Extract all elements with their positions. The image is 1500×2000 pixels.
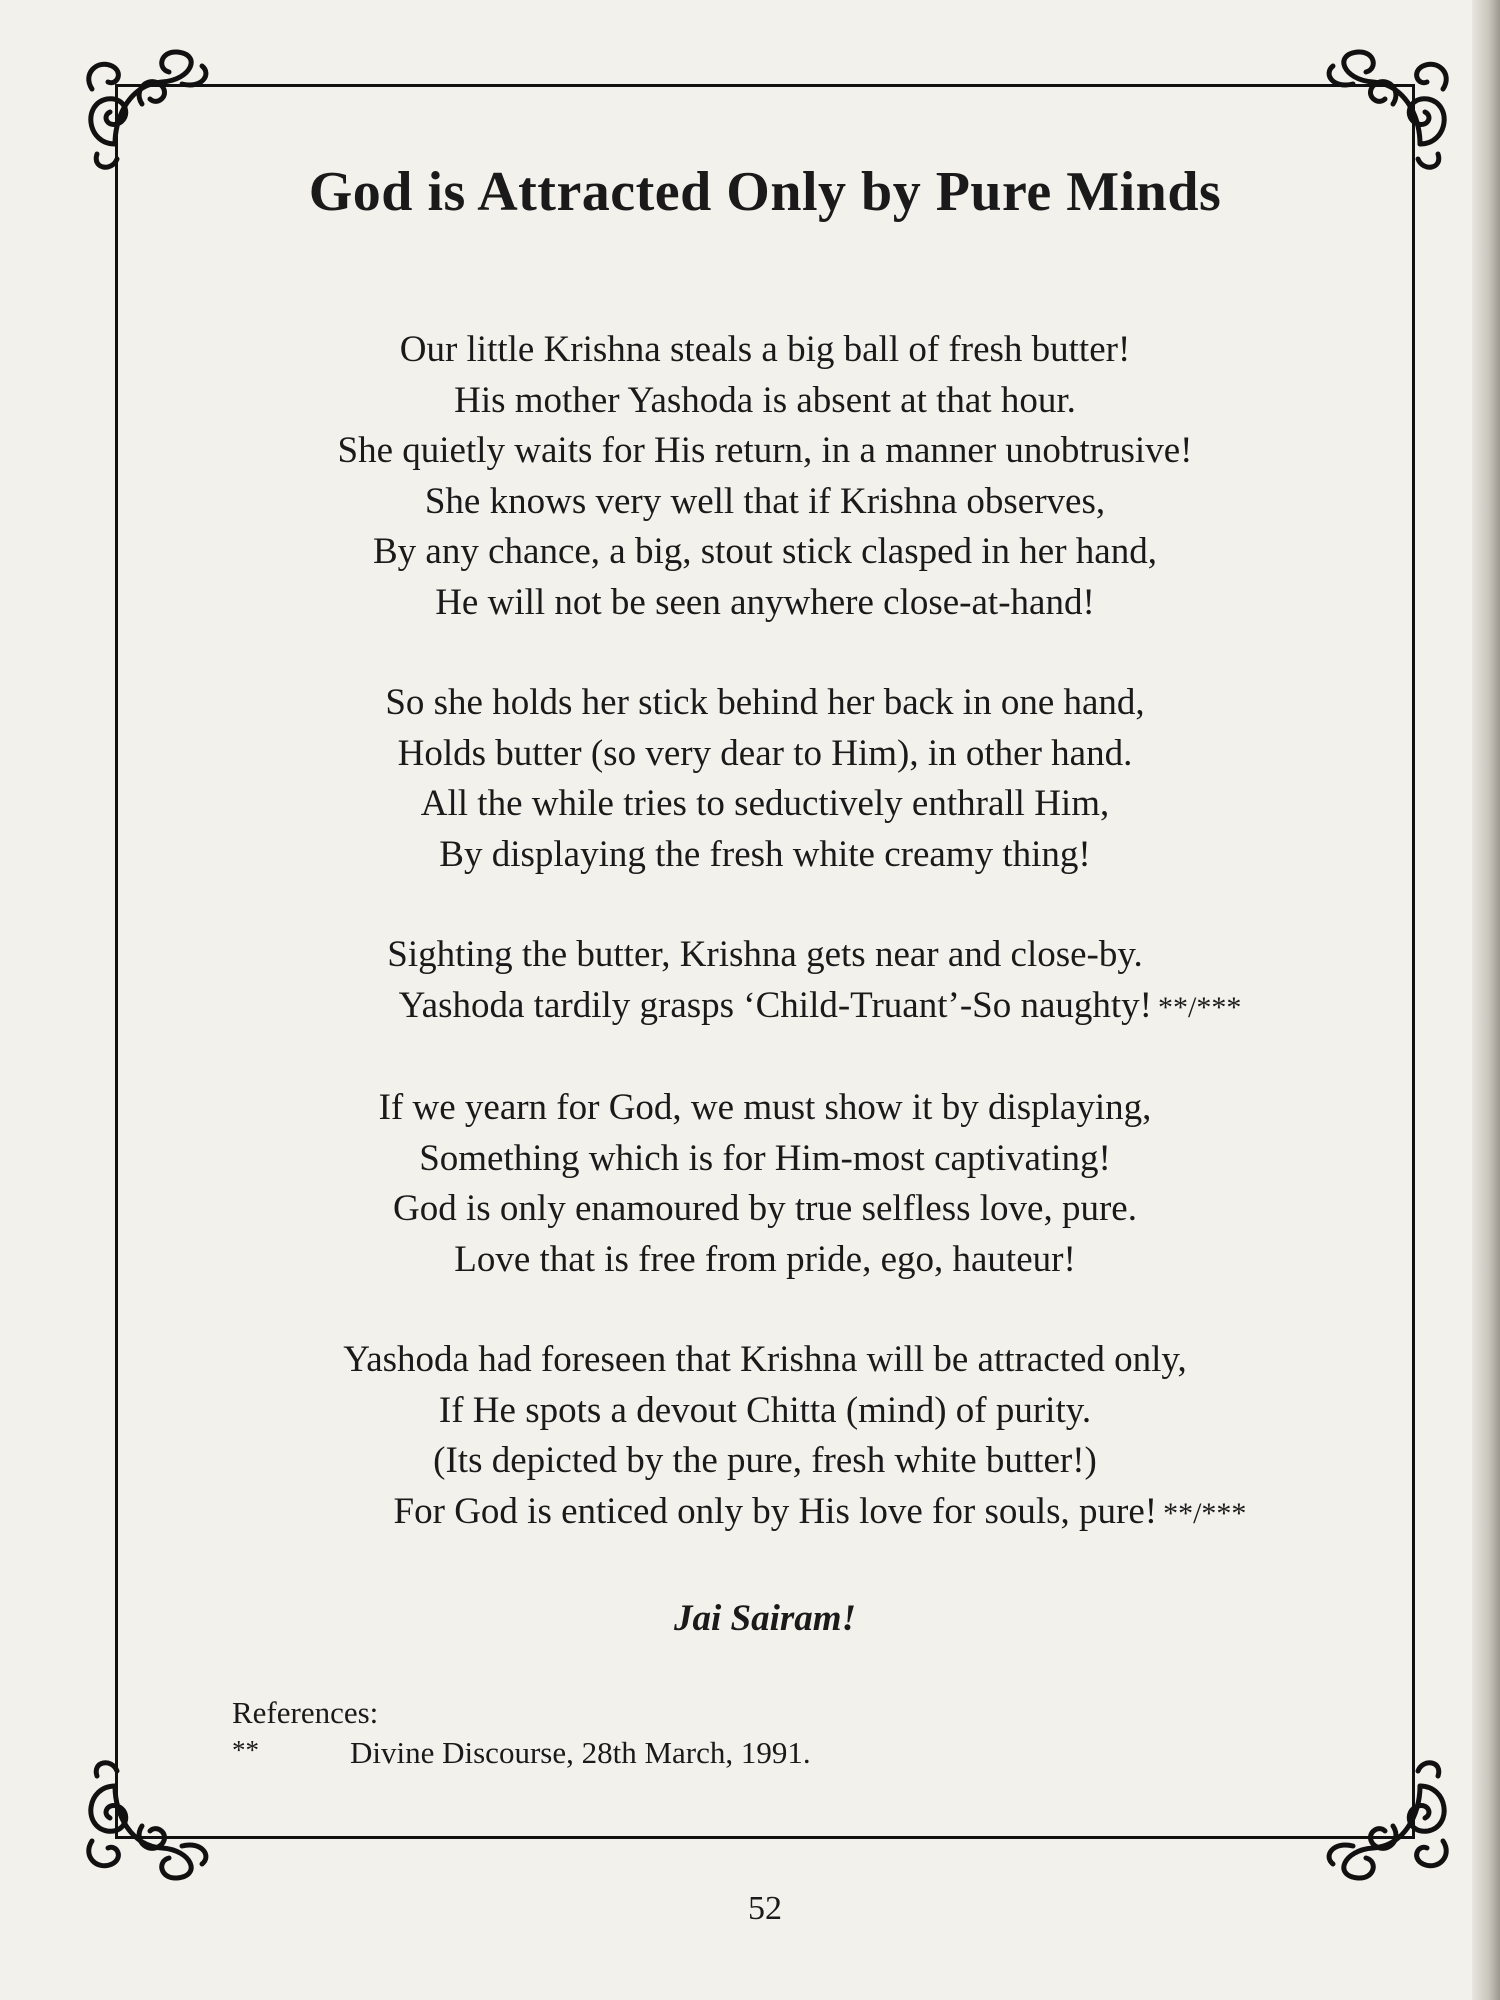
stanza: [140, 678, 1390, 880]
reference-mark: **/***: [1158, 990, 1242, 1024]
poem-line: All the while tries to seductively enthrall Him,: [420, 783, 1110, 824]
poem-line-text: For God is enticed only by His love for souls, pure!: [393, 1490, 1158, 1532]
poem: [140, 325, 1390, 1589]
corner-ornament-bottom-left: [72, 1756, 217, 1886]
poem-line: Sighting the butter, Krishna gets near and close-by.: [387, 934, 1143, 975]
poem-line: By any chance, a big, stout stick clasped in her hand,: [373, 531, 1157, 572]
poem-line: He will not be seen anywhere close-at-hand!: [435, 581, 1095, 623]
poem-line: If He spots a devout Chitta (mind) of purity.: [438, 1389, 1092, 1431]
poem-line: [140, 1487, 1390, 1540]
closing-salutation: Jai Sairam!: [674, 1598, 856, 1639]
stanza: [140, 1083, 1390, 1285]
poem-line: Love that is free from pride, ego, hauteur!: [454, 1238, 1076, 1280]
reference-item-text: Divine Discourse, 28th March, 1991.: [350, 1735, 811, 1770]
page-number: 52: [748, 1890, 782, 1927]
stanza: [140, 1335, 1390, 1539]
stanza: [140, 930, 1390, 1033]
corner-ornament-top-right: [1318, 44, 1463, 174]
poem-line: [140, 981, 1390, 1034]
corner-ornament-top-left: [72, 44, 217, 174]
reference-item-mark: **: [232, 1735, 259, 1765]
scroll-flourish-icon: [72, 44, 217, 174]
stanza: [140, 325, 1390, 628]
poem-line: Something which is for Him-most captivating!: [419, 1137, 1111, 1179]
page-title: God is Attracted Only by Pure Minds: [308, 161, 1222, 223]
poem-line: She knows very well that if Krishna observes,: [424, 480, 1106, 522]
poem-line: By displaying the fresh white creamy thing!: [439, 833, 1091, 875]
poem-line: She quietly waits for His return, in a manner unobtrusive!: [337, 430, 1193, 471]
poem-line: If we yearn for God, we must show it by displaying,: [378, 1087, 1152, 1128]
scroll-flourish-icon: [1318, 1756, 1463, 1886]
poem-line: Holds butter (so very dear to Him), in other hand.: [397, 732, 1133, 774]
reference-mark: **/***: [1163, 1496, 1247, 1530]
poem-line: Our little Krishna steals a big ball of fresh butter!: [399, 329, 1131, 370]
poem-line: (Its depicted by the pure, fresh white butter!): [433, 1440, 1097, 1481]
references: [232, 1695, 811, 1771]
poem-line-text: Yashoda tardily grasps ‘Child-Truant’-So naughty!: [398, 984, 1152, 1026]
scroll-flourish-icon: [1318, 44, 1463, 174]
poem-line: God is only enamoured by true selfless love, pure.: [393, 1188, 1137, 1229]
poem-line: His mother Yashoda is absent at that hour.: [454, 379, 1076, 421]
references-heading: References:: [232, 1695, 379, 1730]
poem-line: So she holds her stick behind her back in one hand,: [385, 682, 1145, 723]
reference-item: [232, 1735, 811, 1771]
poem-line: Yashoda had foreseen that Krishna will be attracted only,: [343, 1339, 1187, 1380]
page-edge: [1472, 0, 1500, 2000]
scroll-flourish-icon: [72, 1756, 217, 1886]
corner-ornament-bottom-right: [1318, 1756, 1463, 1886]
